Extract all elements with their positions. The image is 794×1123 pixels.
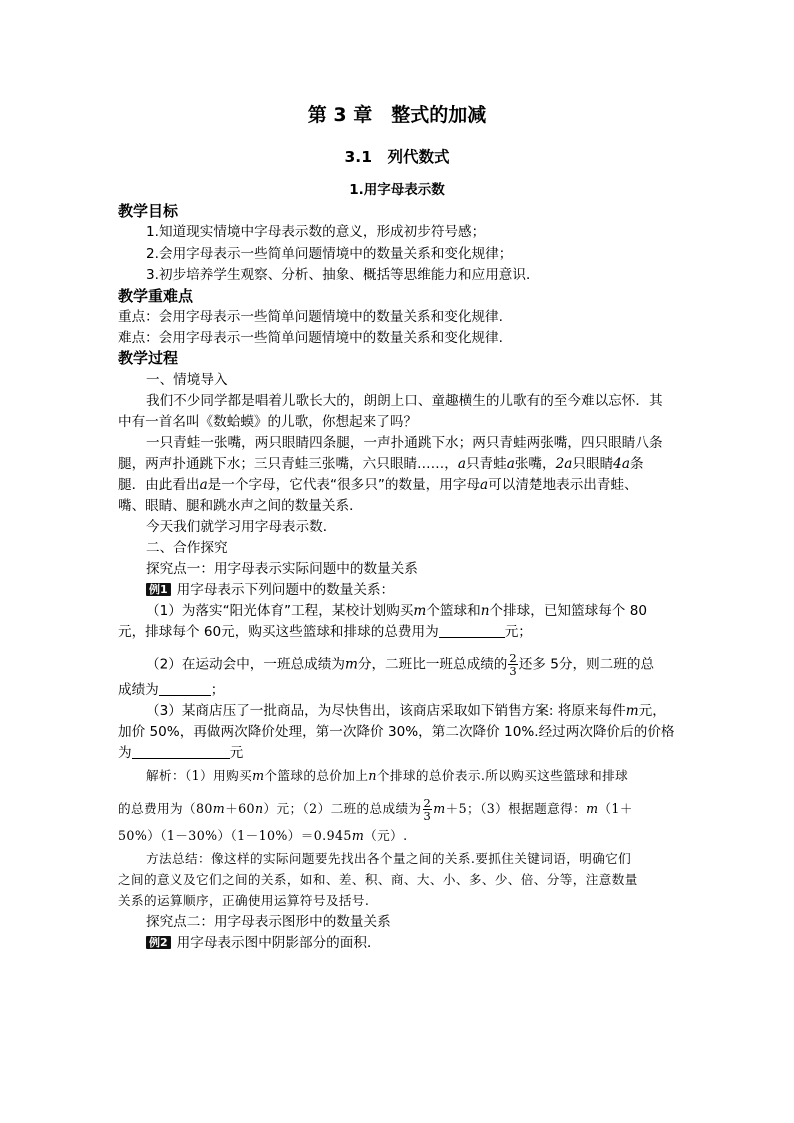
expression-2a: 2a: [555, 456, 573, 472]
example1-badge: 例1: [146, 583, 171, 596]
fraction-two-thirds: [508, 652, 517, 677]
part1-heading: 一、情境导入: [146, 372, 228, 388]
process-heading: 教学过程: [118, 349, 179, 367]
analysis-text: ＋5；（3）根据题意得：: [445, 801, 587, 816]
intro-paragraph-line: 中有一首名叫《数蛤蟆》的儿歌，你想起来了吗？: [118, 414, 418, 430]
question3-line: 加价 50%，再做两次降价处理，第一次降价 30%，第二次降价 10%.经过两次降价后的价格: [118, 724, 675, 740]
answer-blank-1[interactable]: [439, 623, 505, 638]
goal-item-1: 1.知道现实情境中字母表示数的意义，形成初步符号感；: [146, 224, 486, 240]
song-text: 只眼睛: [572, 456, 614, 472]
question-text: 还多 5分，则二班的总: [518, 656, 655, 673]
variable-n: n: [480, 603, 490, 619]
variable-n: n: [254, 801, 264, 816]
explore1-heading: 探究点一：用字母表示实际问题中的数量关系: [146, 561, 418, 577]
summary-line: 关系的运算顺序，正确使用运算符号及括号.: [118, 893, 370, 908]
analysis-text: 50%）（1－30%）（1－10%）＝0.945: [118, 828, 352, 843]
song-text: 是一个字母，它代表“很多只”的数量，用字母: [207, 477, 481, 493]
analysis-text: （元）.: [364, 828, 408, 843]
variable-m: m: [625, 703, 639, 719]
variable-a: a: [506, 456, 515, 472]
question-text: 元，排球每个 60元，购买这些篮球和排球的总费用为: [118, 624, 439, 640]
today-line: 今天我们就学习用字母表示数．: [146, 519, 337, 535]
variable-m: m: [351, 828, 365, 843]
analysis-line: [118, 827, 408, 845]
fraction-numerator: 2: [509, 651, 517, 665]
question-text: 成绩为: [118, 682, 159, 698]
example2-prompt: 用字母表示图中阴影部分的面积．: [176, 935, 381, 951]
explore2-heading: 探究点二：用字母表示图形中的数量关系: [146, 914, 391, 930]
analysis-text: 的总费用为（80: [118, 801, 213, 816]
question1-line: [146, 602, 647, 620]
analysis-text: （1＋: [598, 801, 633, 816]
question-text: 元；: [504, 624, 532, 640]
song-paragraph-line: [118, 455, 644, 473]
question-text: （1）为落实“阳光体育”工程，某校计划购买: [146, 603, 414, 619]
question-text: （3）某商店压了一批商品，为尽快售出，该商店采取如下销售方案: 将原来每件: [146, 703, 626, 719]
question2-line: [146, 652, 654, 677]
goals-heading: 教学目标: [118, 202, 179, 220]
variable-a: a: [199, 477, 208, 493]
variable-a: a: [480, 477, 489, 493]
answer-blank-3[interactable]: [132, 744, 230, 759]
question-text: 分，二班比一班总成绩的: [357, 656, 508, 673]
part2-heading: 二、合作探究: [146, 540, 228, 556]
example1-prompt: 用字母表示下列问题中的数量关系：: [176, 582, 395, 598]
question-text: ；: [210, 682, 225, 698]
song-text: 张嘴，: [514, 456, 556, 472]
keypoints-heading: 教学重难点: [118, 287, 194, 305]
song-text: 可以清楚地表示出青蛙、: [488, 477, 638, 493]
question-text: 个篮球和: [426, 603, 481, 619]
question3-line: [118, 744, 243, 762]
fraction-denominator: 3: [423, 809, 432, 823]
fraction-denominator: 3: [509, 664, 517, 678]
variable-m: m: [413, 603, 427, 619]
variable-m: m: [344, 656, 358, 673]
goal-item-3: 3.初步培养学生观察、分析、抽象、概括等思维能力和应用意识．: [146, 267, 540, 283]
question-text: 为: [118, 745, 132, 761]
song-text: 腿，两声扑通跳下水；三只青蛙三张嘴，六只眼睛……，: [118, 456, 458, 472]
song-paragraph-line: 一只青蛙一张嘴，两只眼睛四条腿，一声扑通跳下水；两只青蛙两张嘴，四只眼睛八条: [146, 435, 663, 451]
intro-paragraph-line: 我们不少同学都是唱着儿歌长大的，朗朗上口、童趣横生的儿歌有的至今难以忘怀．其: [146, 393, 663, 409]
variable-m: m: [433, 801, 446, 816]
question-text: 元: [229, 745, 244, 761]
analysis-text: ）元；（2）二班的总成绩为: [263, 801, 422, 816]
question-text: 元，: [638, 703, 666, 719]
subsection-title: 1.用字母表示数: [349, 182, 445, 198]
song-text: 腿．由此看出: [118, 477, 200, 493]
song-paragraph-line: 嘴、眼睛、腿和跳水声之间的数量关系．: [118, 498, 363, 514]
analysis-text: 解析：（1）用购买: [146, 768, 253, 783]
answer-blank-2[interactable]: [159, 681, 211, 696]
question1-line: [118, 623, 532, 641]
variable-a: a: [457, 456, 466, 472]
variable-n: n: [368, 768, 377, 783]
summary-line: 之间的意义及它们之间的关系，如和、差、积、商、大、小、多、少、倍、分等，注意数量: [118, 872, 638, 887]
expression-4a: 4a: [613, 456, 630, 472]
analysis-text: 个篮球的总价加上: [264, 768, 369, 783]
focus-point: 重点：会用字母表示一些简单问题情境中的数量关系和变化规律.: [118, 309, 503, 325]
section-title: 3.1 列代数式: [344, 148, 450, 166]
analysis-text: ＋60: [225, 801, 255, 816]
song-text: 只青蛙: [465, 456, 507, 472]
question-text: 个排球，已知篮球每个 80: [489, 603, 648, 619]
difficulty-point: 难点：会用字母表示一些简单问题情境中的数量关系和变化规律.: [118, 330, 503, 346]
variable-m: m: [586, 801, 599, 816]
example2-prompt-line: [146, 934, 381, 952]
example2-badge: 例2: [146, 936, 171, 949]
goal-item-2: 2.会用字母表示一些简单问题情境中的数量关系和变化规律；: [146, 246, 513, 262]
summary-line: 方法总结：像这样的实际问题要先找出各个量之间的关系.要抓住关键词语，明确它们: [146, 851, 632, 866]
song-text: 条: [629, 456, 644, 472]
fraction-two-thirds: [423, 797, 433, 822]
variable-m: m: [252, 768, 265, 783]
analysis-line: [146, 767, 628, 785]
song-paragraph-line: [118, 476, 638, 494]
question-text: （2）在运动会中，一班总成绩为: [146, 656, 345, 673]
chapter-title: 第 3 章 整式的加减: [307, 104, 487, 126]
fraction-numerator: 2: [423, 796, 432, 810]
question2-line: [118, 681, 224, 699]
example1-prompt-line: [146, 581, 394, 599]
analysis-line: [118, 797, 633, 822]
analysis-text: 个排球的总价表示.所以购买这些篮球和排球: [376, 768, 629, 783]
question3-line: [146, 702, 666, 720]
variable-m: m: [212, 801, 226, 816]
